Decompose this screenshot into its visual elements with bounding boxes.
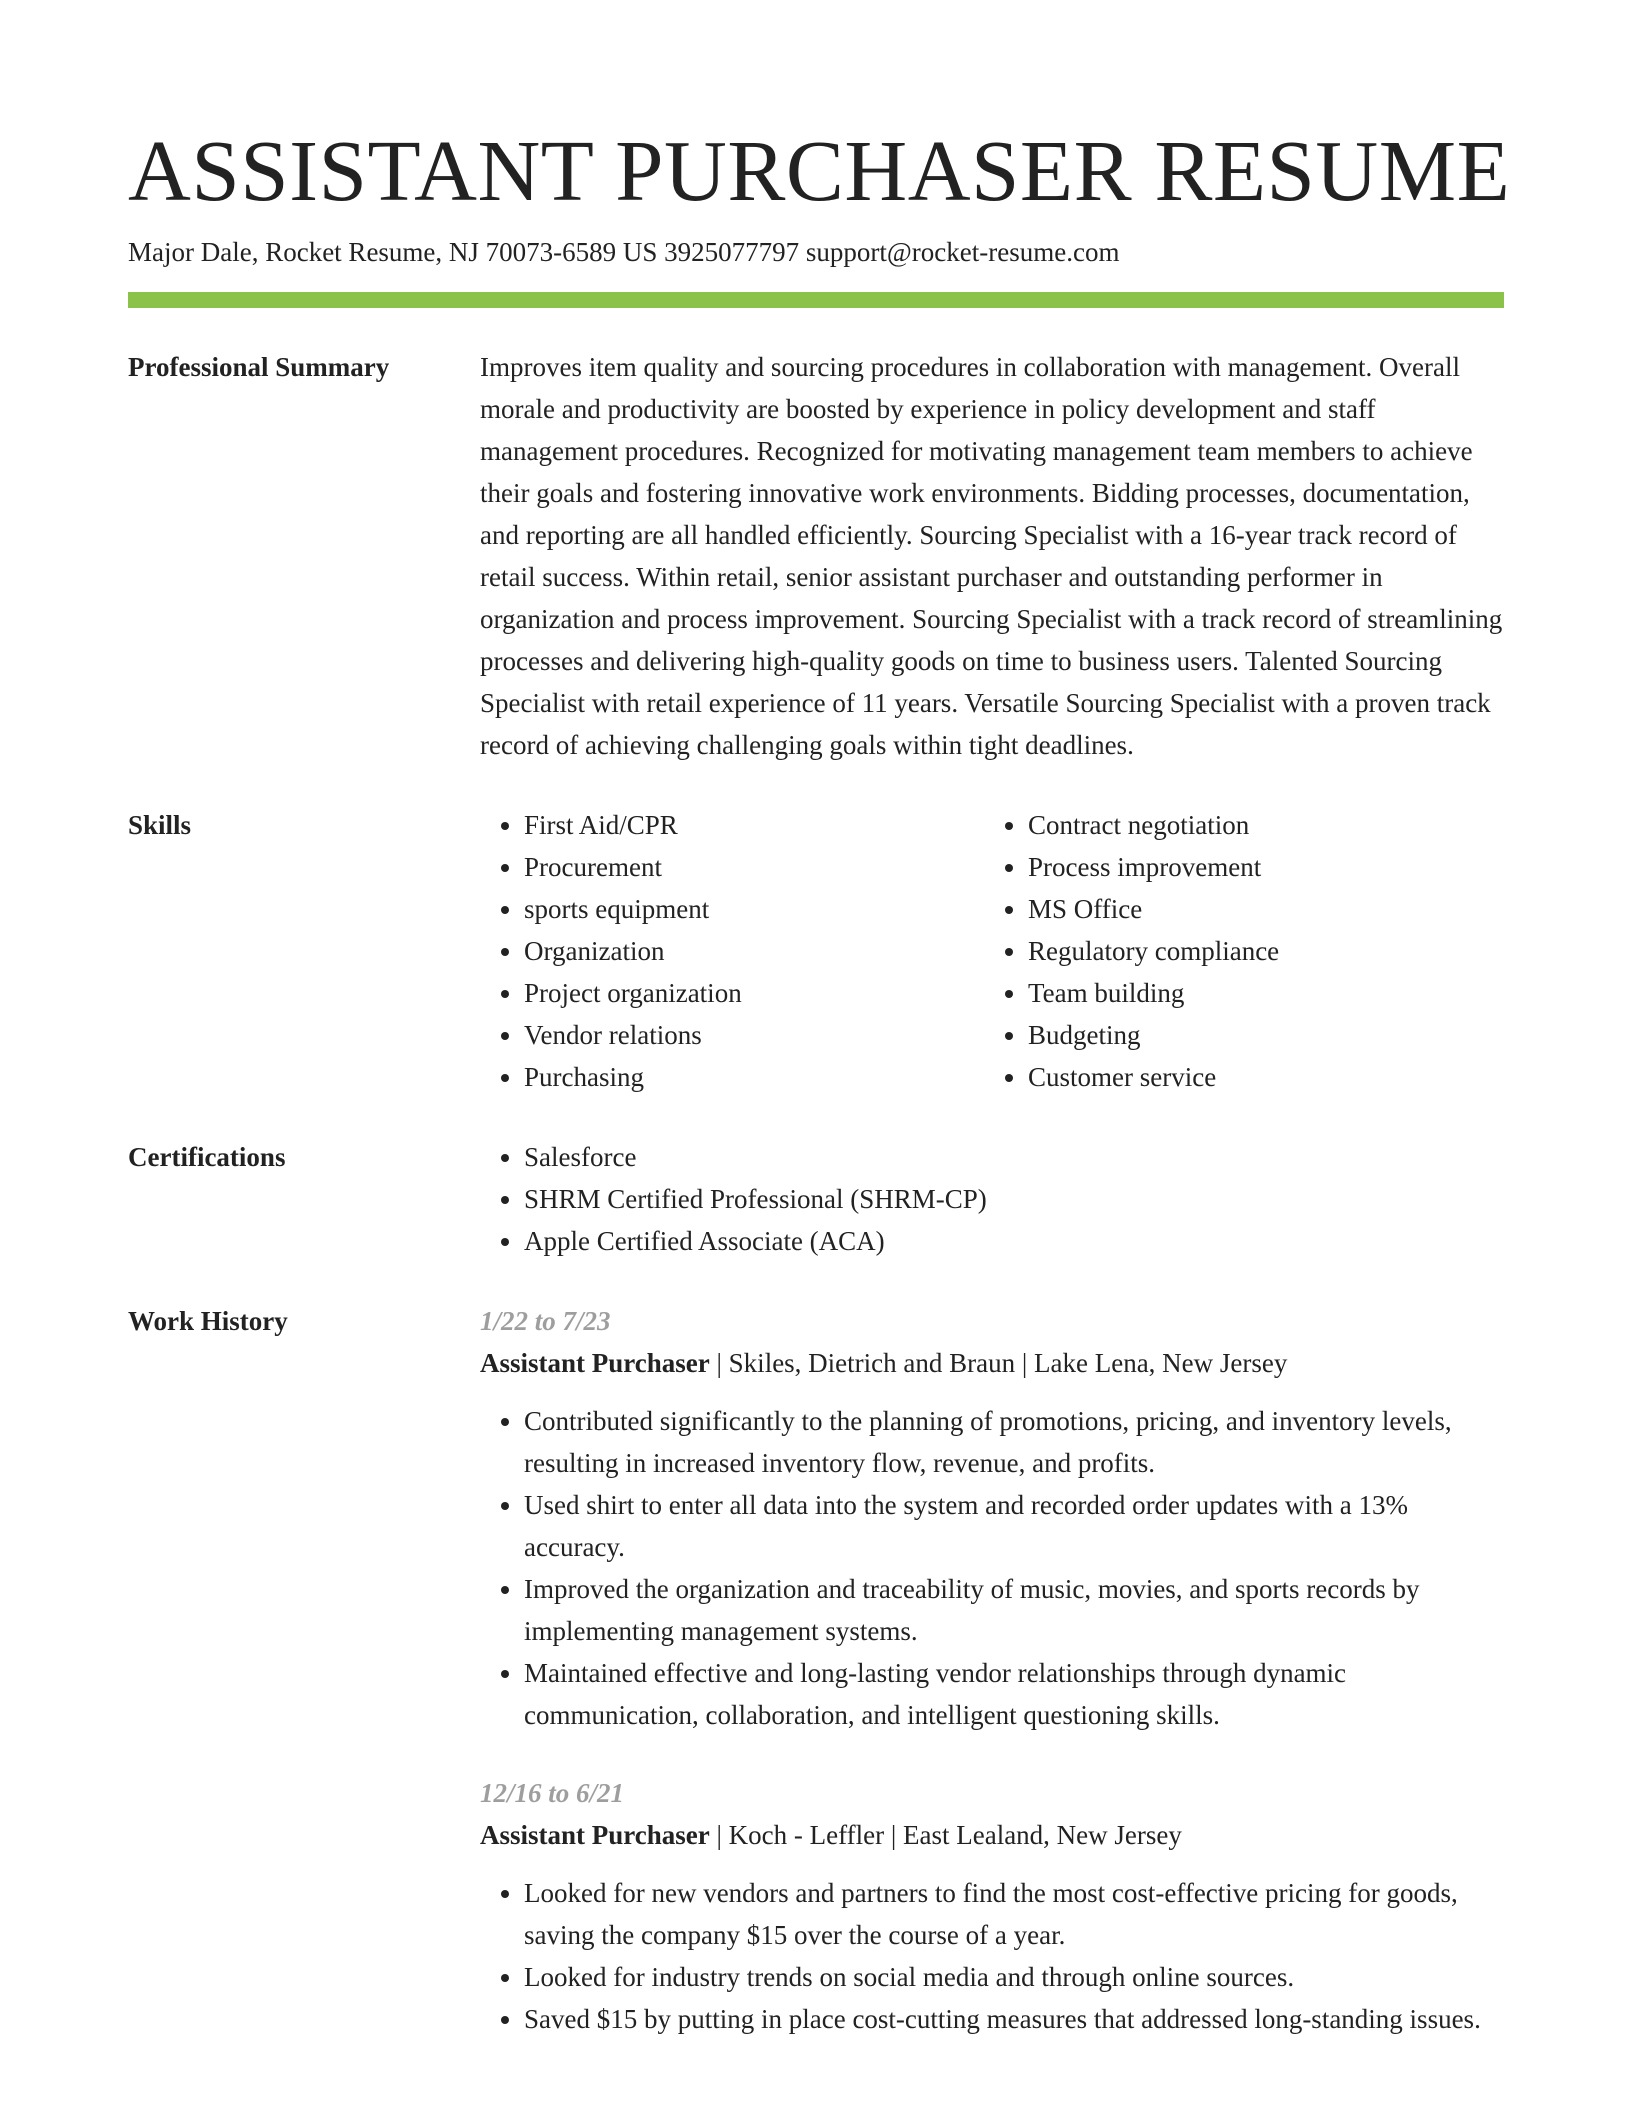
skills-section bbox=[128, 804, 1504, 1098]
job-bullet: • Used shirt to enter all data into the system and recorded order updates with a 13% accuracy. bbox=[524, 1484, 1504, 1568]
job-dates: 12/16 to 6/21 bbox=[480, 1778, 625, 1808]
job-bullet: • Improved the organization and traceability of music, movies, and sports records by implementing management systems. bbox=[524, 1568, 1504, 1652]
job-bullet: • Maintained effective and long-lasting vendor relationships through dynamic communication, collaboration, and intelligent questioning skills. bbox=[524, 1652, 1504, 1736]
skill-item: • Purchasing bbox=[524, 1056, 984, 1098]
job-entry bbox=[480, 1300, 1504, 1736]
job-bullets bbox=[480, 1400, 1504, 1736]
skill-item: • Procurement bbox=[524, 846, 984, 888]
skill-item: • Regulatory compliance bbox=[1028, 930, 1508, 972]
summary-section bbox=[128, 346, 1504, 766]
section-heading-summary: Professional Summary bbox=[128, 352, 390, 382]
certification-item: • Apple Certified Associate (ACA) bbox=[524, 1220, 1504, 1262]
job-company-location: | Skiles, Dietrich and Braun | Lake Lena, New Jersey bbox=[709, 1348, 1288, 1378]
job-title: Assistant Purchaser bbox=[480, 1820, 710, 1850]
job-entry bbox=[480, 1772, 1504, 2040]
skill-item: • MS Office bbox=[1028, 888, 1508, 930]
skill-item: • Budgeting bbox=[1028, 1014, 1508, 1056]
certifications-section bbox=[128, 1136, 1504, 1262]
skill-item: • Process improvement bbox=[1028, 846, 1508, 888]
job-bullets bbox=[480, 1872, 1504, 2040]
skill-item: • Organization bbox=[524, 930, 984, 972]
contact-line: Major Dale, Rocket Resume, NJ 70073-6589 US 3925077797 support@rocket-resume.com bbox=[128, 237, 1120, 267]
summary-text: Improves item quality and sourcing procedures in collaboration with management. Overall morale and productivity are boosted by experience in policy development and staff management procedures. Recognized for motivating management team members to achieve their goals and fostering innovative work environments. Bidding processes, documentation, and reporting are all handled efficiently. Sourcing Specialist with a 16-year track record of retail success. Within retail, senior assistant purchaser and outstanding performer in organization and process improvement. Sourcing Specialist with a track record of streamlining processes and delivering high-quality goods on time to business users. Talented Sourcing Specialist with retail experience of 11 years. Versatile Sourcing Specialist with a proven track record of achieving challenging goals within tight deadlines. bbox=[480, 352, 1503, 760]
work-history-section bbox=[128, 1300, 1504, 2076]
skill-item: • First Aid/CPR bbox=[524, 804, 984, 846]
skill-item: • Team building bbox=[1028, 972, 1508, 1014]
section-heading-work-history: Work History bbox=[128, 1306, 288, 1336]
skills-list-left bbox=[480, 804, 984, 1098]
skills-list-right bbox=[984, 804, 1508, 1098]
skill-item: • Contract negotiation bbox=[1028, 804, 1508, 846]
job-bullet: • Looked for industry trends on social media and through online sources. bbox=[524, 1956, 1504, 1998]
job-title-line bbox=[480, 1814, 1504, 1856]
job-title: Assistant Purchaser bbox=[480, 1348, 710, 1378]
section-heading-skills: Skills bbox=[128, 810, 192, 840]
job-title-line bbox=[480, 1342, 1504, 1384]
accent-divider bbox=[128, 292, 1504, 308]
job-company-location: | Koch - Leffler | East Lealand, New Jersey bbox=[709, 1820, 1182, 1850]
skill-item: • Project organization bbox=[524, 972, 984, 1014]
certification-item: • SHRM Certified Professional (SHRM-CP) bbox=[524, 1178, 1504, 1220]
certification-item: • Salesforce bbox=[524, 1136, 1504, 1178]
skill-item: • Customer service bbox=[1028, 1056, 1508, 1098]
job-bullet: • Contributed significantly to the planning of promotions, pricing, and inventory levels, resulting in increased inventory flow, revenue, and profits. bbox=[524, 1400, 1504, 1484]
job-dates: 1/22 to 7/23 bbox=[480, 1306, 611, 1336]
job-bullet: • Looked for new vendors and partners to find the most cost-effective pricing for goods, saving the company $15 over the course of a year. bbox=[524, 1872, 1504, 1956]
skill-item: • sports equipment bbox=[524, 888, 984, 930]
resume-title: ASSISTANT PURCHASER RESUME bbox=[128, 122, 1511, 219]
section-heading-certifications: Certifications bbox=[128, 1142, 286, 1172]
certifications-list bbox=[480, 1136, 1504, 1262]
job-bullet: • Saved $15 by putting in place cost-cutting measures that addressed long-standing issues. bbox=[524, 1998, 1504, 2040]
resume-page bbox=[128, 0, 1511, 2076]
skill-item: • Vendor relations bbox=[524, 1014, 984, 1056]
